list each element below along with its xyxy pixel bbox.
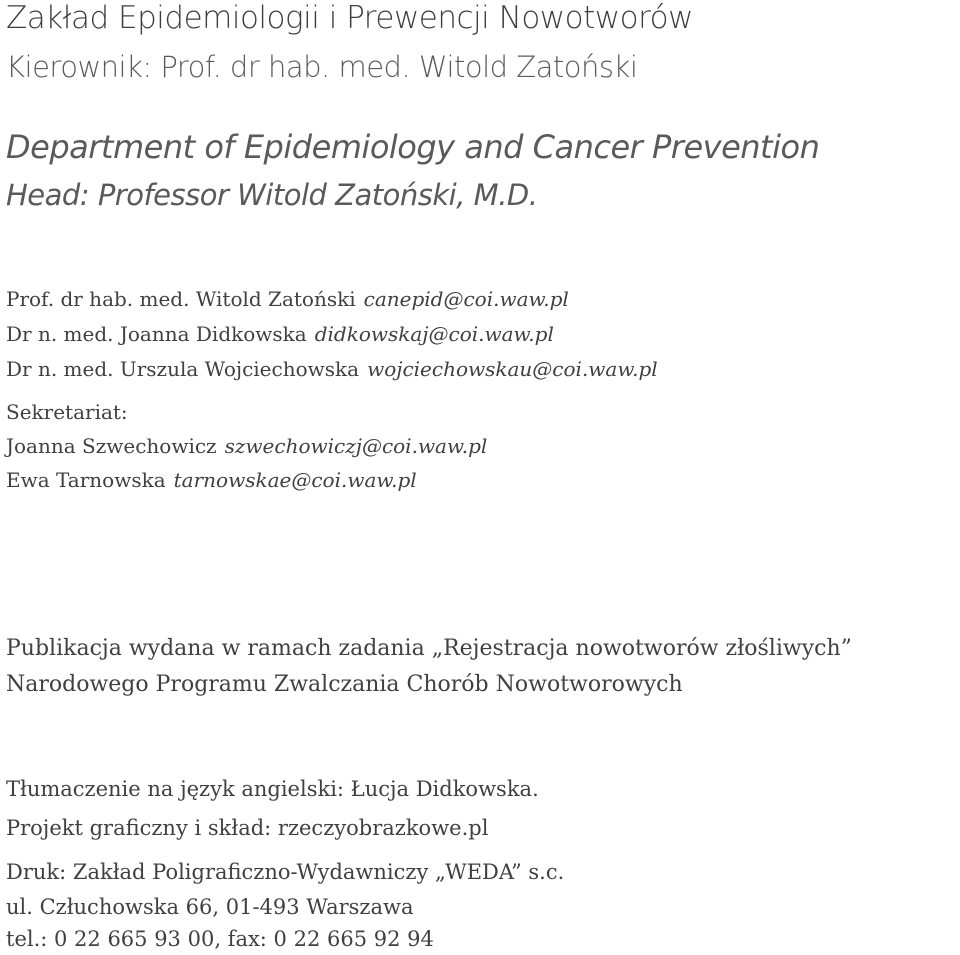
staff-row <box>6 322 554 346</box>
design-credit: Projekt graficzny i skład: rzeczyobrazkowe.pl <box>6 816 489 840</box>
staff-name: Dr n. med. Urszula Wojciechowska <box>6 357 360 381</box>
department-head-en: Head: Professor Witold Zatoński, M.D. <box>6 178 538 212</box>
department-head-pl: Kierownik: Prof. dr hab. med. Witold Zatoński <box>6 50 638 84</box>
staff-name: Dr n. med. Joanna Didkowska <box>6 322 307 346</box>
staff-row <box>6 287 569 311</box>
secretariat-label: Sekretariat: <box>6 400 128 424</box>
staff-name: Prof. dr hab. med. Witold Zatoński <box>6 287 356 311</box>
secretariat-name: Joanna Szwechowicz <box>6 434 217 458</box>
secretariat-name: Ewa Tarnowska <box>6 468 166 492</box>
printer-address: ul. Człuchowska 66, 01-493 Warszawa <box>6 895 414 919</box>
staff-email: wojciechowskau@coi.waw.pl <box>367 357 658 381</box>
staff-email: canepid@coi.waw.pl <box>363 287 569 311</box>
secretariat-email: szwechowiczj@coi.waw.pl <box>224 434 488 458</box>
secretariat-row <box>6 434 487 458</box>
department-title-pl: Zakład Epidemiologii i Prewencji Nowotworów <box>6 0 693 36</box>
department-title-en: Department of Epidemiology and Cancer Prevention <box>6 128 820 166</box>
secretariat-row <box>6 468 417 492</box>
secretariat-email: tarnowskae@coi.waw.pl <box>173 468 417 492</box>
translation-credit: Tłumaczenie na język angielski: Łucja Didkowska. <box>6 777 539 801</box>
publication-line-1: Publikacja wydana w ramach zadania „Rejestracja nowotworów złośliwych” <box>6 636 852 661</box>
publication-line-2: Narodowego Programu Zwalczania Chorób Nowotworowych <box>6 672 683 697</box>
printer-phone: tel.: 0 22 665 93 00, fax: 0 22 665 92 94 <box>6 927 434 951</box>
print-credit: Druk: Zakład Poligraficzno-Wydawniczy „WEDA” s.c. <box>6 860 565 884</box>
staff-email: didkowskaj@coi.waw.pl <box>314 322 554 346</box>
staff-row <box>6 357 658 381</box>
